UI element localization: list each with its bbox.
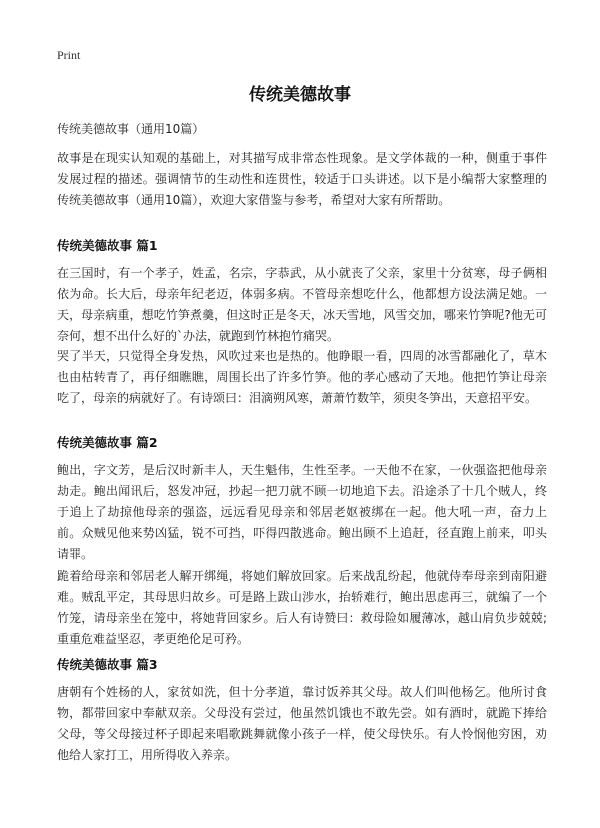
subtitle: 传统美德故事（通用10篇） (57, 122, 205, 136)
print-link[interactable]: Print (57, 48, 81, 62)
section-heading-2: 传统美德故事 篇2 (57, 435, 158, 450)
section-2-paragraph-2: 跪着给母亲和邻居老人解开绑绳，将她们解放回家。后来战乱纷起，他就侍奉母亲到南阳避难。贼乱平定，其母思归故乡。可是路上跋山涉水，抬轿难行，鲍出思虑再三，就编了一个竹笼，请母亲坐在笼中，将她背回家乡。后人有诗赞曰：救母险如履薄冰，越山肩负步兢兢;重重危难益坚忍，孝更绝伦足可矜。 (57, 569, 547, 646)
section-2-paragraph-1: 鲍出，字文芳，是后汉时新丰人，天生魁伟，生性至孝。一天他不在家，一伙强盗把他母亲劫走。鲍出闻讯后，怒发冲冠，抄起一把刀就不顾一切地追下去。沿途杀了十几个贼人，终于追上了劫掠他母亲的强盗，远远看见母亲和邻居老妪被绑在一起。他大吼一声，奋力上前。众贼见他来势凶猛，锐不可挡，吓得四散逃命。鲍出顾不上追赶，径直跑上前来，叩头请罪。 (57, 463, 547, 561)
section-heading-3: 传统美德故事 篇3 (57, 657, 158, 672)
section-1-paragraph-2: 哭了半天，只觉得全身发热，风吹过来也是热的。他睁眼一看，四周的冰雪都融化了，草木也由枯转青了，再仔细瞧瞧，周围长出了许多竹笋。他的孝心感动了天地。他把竹笋让母亲吃了，母亲的病就好了。有诗颂曰：泪滴朔风寒，萧萧竹数竿，须臾冬笋出，天意招平安。 (57, 349, 547, 405)
section-3-paragraph-1: 唐朝有个姓杨的人，家贫如洗，但十分孝道，靠讨饭养其父母。故人们叫他杨乞。他所讨食物，都带回家中奉献双亲。父母没有尝过，他虽然饥饿也不敢先尝。如有酒时，就跪下捧给父母，等父母接过杯子即起来唱歌跳舞就像小孩子一样，使父母快乐。有人怜悯他穷困，劝他给人家打工，用所得收入养亲。 (57, 685, 547, 762)
intro-paragraph: 故事是在现实认知观的基础上，对其描写成非常态性现象。是文学体裁的一种，侧重于事件发展过程的描述。强调情节的生动性和连贯性，较适于口头讲述。以下是小编帮大家整理的传统美德故事（通用10篇），欢迎大家借鉴与参考，希望对大家有所帮助。 (57, 151, 547, 207)
section-heading-1: 传统美德故事 篇1 (57, 238, 158, 253)
page-title: 传统美德故事 (249, 85, 351, 105)
section-1-paragraph-1: 在三国时，有一个孝子，姓孟，名宗，字恭武，从小就丧了父亲，家里十分贫寒，母子俩相依为命。长大后，母亲年纪老迈，体弱多病。不管母亲想吃什么，他都想方设法满足她。一天，母亲病重，想吃竹笋煮羹，但这时正是冬天，冰天雪地，风雪交加，哪来竹笋呢?他无可奈何，想不出什么好的`办法，就跑到竹林抱竹痛哭。 (57, 266, 547, 343)
